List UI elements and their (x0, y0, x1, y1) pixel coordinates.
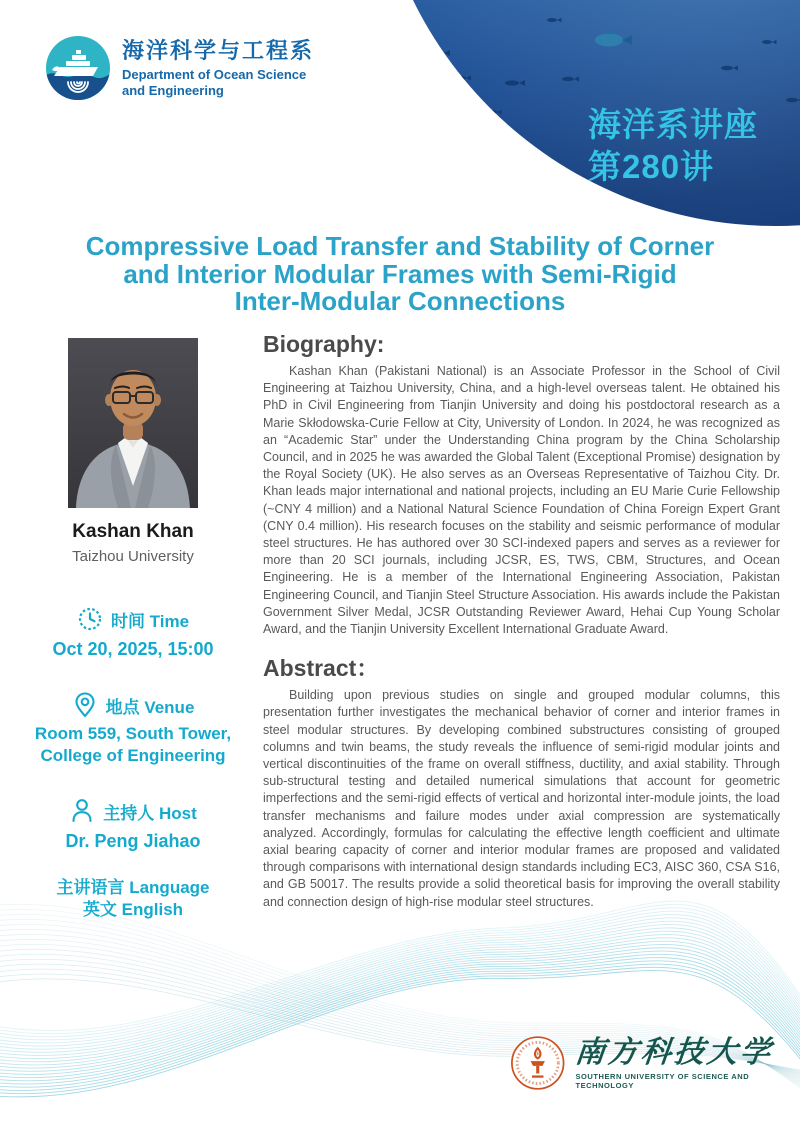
abstract-heading: Abstract： (263, 655, 380, 682)
person-icon (69, 797, 95, 825)
language-value: 英文 English (82, 900, 184, 919)
speaker-photo (68, 338, 198, 508)
biography-heading: Biography: (263, 331, 385, 357)
series-number: 第280讲 (588, 148, 715, 185)
venue-line-1: Room 559, South Tower, (34, 724, 232, 743)
venue-label: 地点 Venue (105, 697, 195, 717)
biography-text: Kashan Khan (Pakistani National) is an Associate Professor in the School of Civil Engineering at Taizhou University, China, and a high-level overseas talent. He obtained his PhD in Civil Engineering from Tianjin University and doing his postdoctoral research as a Marie Skłodowska-Curie Fellow at City, University of London. In 2024, he was recognized as an “Academic Star” under the Understanding China program by the China Scholarship Council, and in 2025 he was awarded the Global Talent (Exceptional Promise) designation by the Royal Society (UK). He also serves as an Overseas Representative of Taizhou City. Dr. Khan leads major international and national projects, including an EU Marie Curie Fellowship (~CNY 4 million) and a National Natural Science Foundation of China Foreign Expert Grant (CNY 0.4 million). His research focuses on the stability and seismic performance of modular steel structures. He has authored over 30 SCI-indexed papers and serves as a reviewer for more than 20 SCI journals, including JCSR, ES, TWS, CBM, Structures, and Ocean Engineering. He is a member of the International Engineering Association, Pakistan Engineering Council, and Tianjin Steel Structure Association. His awards include the Pakistan Government Silver Medal, JCSR Outstanding Reviewer Award, Hehai Cup Young Scholar Award, and the Tianjin University Excellent International Graduate Award. (263, 364, 780, 637)
host-value: Dr. Peng Jiahao (65, 831, 201, 851)
venue-block (33, 691, 233, 767)
university-seal-icon (510, 1034, 565, 1092)
content-panel (263, 330, 780, 911)
title-line-3: Inter-Modular Connections (234, 286, 566, 316)
venue-value (33, 723, 233, 767)
time-block (33, 605, 233, 661)
department-name-en-line2: and Engineering (122, 82, 224, 98)
venue-line-2: College of Engineering (40, 746, 226, 765)
speaker-panel (33, 338, 233, 921)
speaker-name: Kashan Khan (72, 521, 194, 542)
abstract-text: Building upon previous studies on single and grouped modular columns, this presentation further investigates the mechanical behavior of corner and interior frames in steel modular structures. By developing combined substructures consisting of grouped columns and twin beams, the study reveals the influence of semi-rigid modular joints and vertical discontinuities of the frame on overall stiffness, ductility, and axial stability. Through sub-structural testing and detailed numerical simulations that account for geometric imperfections and the semi-rigid effects of vertical and horizontal inter-module joints, the load transfer mechanisms and failure modes under axial compression are systematically analyzed. Accordingly, formulas for calculating the effective length coefficient and ultimate axial bearing capacity of corner and interior modular frames are proposed and validated through comparisons with international design standards including EC3, AISC 360, CSA S16, and GB 50017. The results provide a solid theoretical basis for improving the overall stability and connection design of high-rise modular steel structures. (263, 688, 780, 909)
department-name-en-line1: Department of Ocean Science (122, 66, 307, 82)
language-label: 主讲语言 Language (56, 878, 210, 897)
university-logo (510, 1034, 800, 1092)
location-pin-icon (72, 691, 98, 719)
abstract-section (263, 654, 780, 911)
time-label: 时间 Time (110, 611, 190, 631)
ship-ocean-logo-icon (46, 36, 110, 100)
time-value: Oct 20, 2025, 15:00 (52, 639, 214, 659)
university-name-en: SOUTHERN UNIVERSITY OF SCIENCE AND TECHNOLOGY (575, 1072, 750, 1090)
department-name-zh: 海洋科学与工程系 (122, 37, 315, 63)
speaker-affiliation: Taizhou University (72, 548, 194, 565)
title-line-1: Compressive Load Transfer and Stability of Corner (85, 231, 715, 261)
university-name-zh: 南方科技大学 (573, 1036, 776, 1069)
language-block (33, 877, 233, 921)
clock-icon (77, 606, 103, 632)
ocean-hero-image (372, 0, 800, 226)
lecture-title (0, 233, 800, 316)
host-block (33, 797, 233, 853)
lecture-series-badge (588, 104, 758, 188)
series-name: 海洋系讲座 (588, 106, 758, 143)
title-line-2: and Interior Modular Frames with Semi-Rigid (123, 258, 677, 289)
biography-section (263, 330, 780, 638)
department-logo (46, 36, 314, 100)
host-label: 主持人 Host (103, 803, 197, 823)
speaker-portrait-graphic (68, 338, 198, 508)
